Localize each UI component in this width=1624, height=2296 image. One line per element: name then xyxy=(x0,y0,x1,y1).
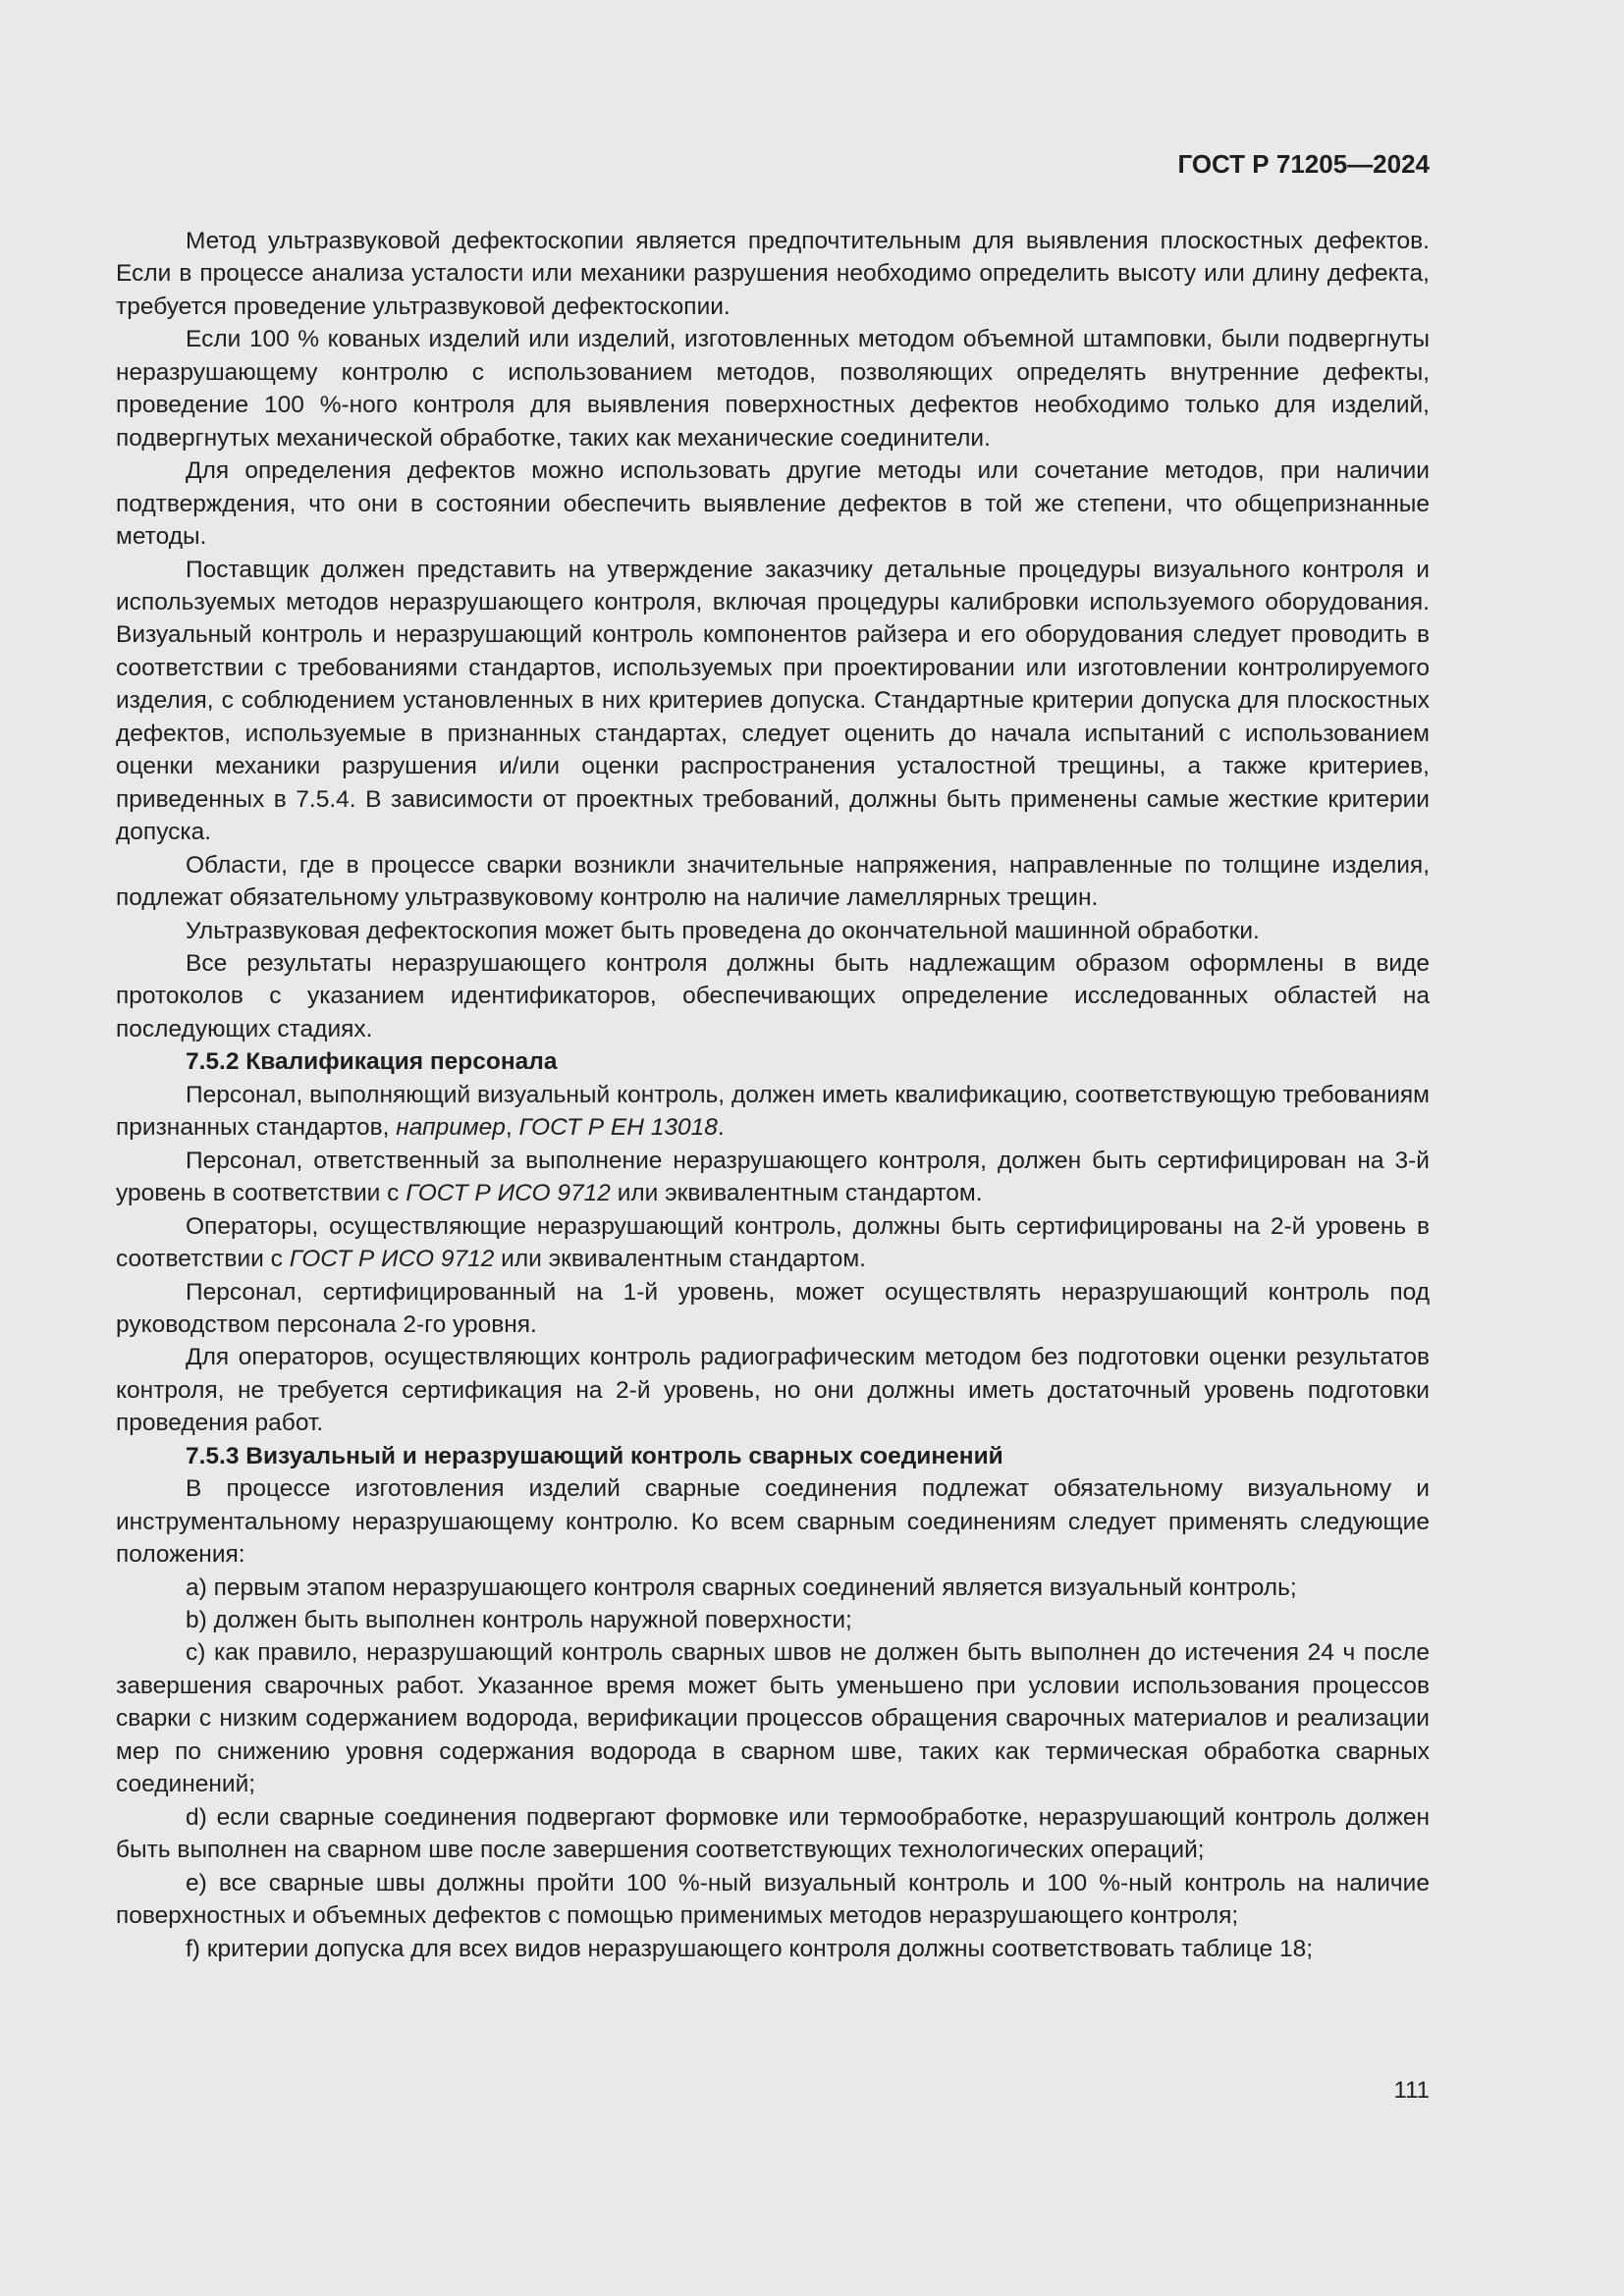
section-heading-7-5-3: 7.5.3 Визуальный и неразрушающий контроль сварных соединений xyxy=(186,1442,1003,1469)
paragraph: Персонал, сертифицированный на 1-й уровень, может осуществлять неразрушающий контроль под руководством персонала 2-го уровня. xyxy=(116,1278,1430,1338)
paragraph: Ультразвуковая дефектоскопия может быть проведена до окончательной машинной обработки. xyxy=(186,917,1260,944)
list-item: d) если сварные соединения подвергают формовке или термообработке, неразрушающий контроль должен быть выполнен на сварном шве после завершения соответствующих технологических операций; xyxy=(116,1803,1430,1864)
paragraph: Метод ультразвуковой дефектоскопии является предпочтительным для выявления плоскостных дефектов. Если в процессе анализа усталости или механики разрушения необходимо определить высоту или длину дефекта, требуется проведение ультразвуковой дефектоскопии. xyxy=(116,228,1430,320)
paragraph-text: или эквивалентным стандартом. xyxy=(494,1246,866,1273)
paragraph: Поставщик должен представить на утверждение заказчику детальные процедуры визуального контроля и используемых методов неразрушающего контроля, включая процедуры калибровки используемого оборудования. Визуальный контроль и неразрушающий контроль компонентов райзера и его оборудования следует проводить в соответствии с требованиями стандартов, используемых при проектировании или изготовлении контролируемого изделия, с соблюдением установленных в них критериев допуска. Стандартные критерии допуска для плоскостных дефектов, используемые в признанных стандартах, следует оценить до начала испытаний с использованием оценки механики разрушения и/или оценки распространения усталостной трещины, а также критериев, приведенных в 7.5.4. В зависимости от проектных требований, должны быть применены самые жесткие критерии допуска. xyxy=(116,556,1430,846)
paragraph xyxy=(116,1145,1430,1210)
section-heading-7-5-2: 7.5.2 Квалификация персонала xyxy=(186,1048,558,1076)
paragraph xyxy=(116,1210,1430,1276)
paragraph: В процессе изготовления изделий сварные соединения подлежат обязательному визуальному и инструментальному неразрушающему контролю. Ко всем сварным соединениям следует применять следующие положения: xyxy=(116,1475,1430,1569)
paragraph: Для определения дефектов можно использовать другие методы или сочетание методов, при наличии подтверждения, что они в состоянии обеспечить выявление дефектов в той же степени, что общепризнанные методы. xyxy=(116,457,1430,551)
emphasis-text: например xyxy=(396,1114,506,1142)
paragraph: Области, где в процессе сварки возникли значительные напряжения, направленные по толщине изделия, подлежат обязательному ультразвуковому контролю на наличие ламеллярных трещин. xyxy=(116,851,1430,912)
standard-reference: ГОСТ Р ЕН 13018 xyxy=(518,1114,718,1142)
list-item: f) критерии допуска для всех видов неразрушающего контроля должны соответствовать таблице 18; xyxy=(186,1935,1314,1962)
list-item: b) должен быть выполнен контроль наружной поверхности; xyxy=(186,1607,852,1634)
document-body xyxy=(116,225,1430,1965)
paragraph-text: Персонал, выполняющий визуальный контроль, должен иметь квалификацию, соответствующую требованиям признанных стандартов, xyxy=(116,1081,1430,1142)
paragraph: Все результаты неразрушающего контроля должны быть надлежащим образом оформлены в виде протоколов с указанием идентификаторов, обеспечивающих определение исследованных областей на последующих стадиях. xyxy=(116,949,1430,1042)
standard-reference: ГОСТ Р ИСО 9712 xyxy=(406,1180,611,1207)
page-number: 111 xyxy=(1393,2077,1430,2104)
paragraph xyxy=(116,1079,1430,1145)
paragraph: Для операторов, осуществляющих контроль радиографическим методом без подготовки оценки результатов контроля, не требуется сертификация на 2-й уровень, но они должны иметь достаточный уровень подготовки проведения работ. xyxy=(116,1344,1430,1437)
list-item: a) первым этапом неразрушающего контроля сварных соединений является визуальный контроль; xyxy=(186,1574,1297,1601)
list-item: e) все сварные швы должны пройти 100 %-ный визуальный контроль и 100 %-ный контроль на наличие поверхностных и объемных дефектов с помощью применимых методов неразрушающего контроля; xyxy=(116,1869,1430,1930)
document-id-header: ГОСТ Р 71205—2024 xyxy=(1177,149,1430,179)
paragraph-text: , xyxy=(505,1114,519,1142)
paragraph-text: Персонал, ответственный за выполнение неразрушающего контроля, должен быть сертифицирован на 3-й уровень в соответствии с xyxy=(116,1147,1430,1207)
list-item: c) как правило, неразрушающий контроль сварных швов не должен быть выполнен до истечения 24 ч после завершения сварочных работ. Указанное время может быть уменьшено при условии использования процессов сварки с низким содержанием водорода, верификации процессов обращения сварочных материалов и реализации мер по снижению уровня содержания водорода в сварном шве, таких как термическая обработка сварных соединений; xyxy=(116,1639,1430,1798)
standard-reference: ГОСТ Р ИСО 9712 xyxy=(289,1246,495,1273)
paragraph-text: Операторы, осуществляющие неразрушающий контроль, должны быть сертифицированы на 2-й уровень в соответствии с xyxy=(116,1212,1430,1273)
paragraph-text: или эквивалентным стандартом. xyxy=(610,1180,983,1207)
paragraph: Если 100 % кованых изделий или изделий, изготовленных методом объемной штамповки, были подвергнуты неразрушающему контролю с использованием методов, позволяющих определять внутренние дефекты, проведение 100 %-ного контроля для выявления поверхностных дефектов необходимо только для изделий, подвергнутых механической обработке, таких как механические соединители. xyxy=(116,326,1430,452)
paragraph-text: . xyxy=(717,1114,725,1142)
